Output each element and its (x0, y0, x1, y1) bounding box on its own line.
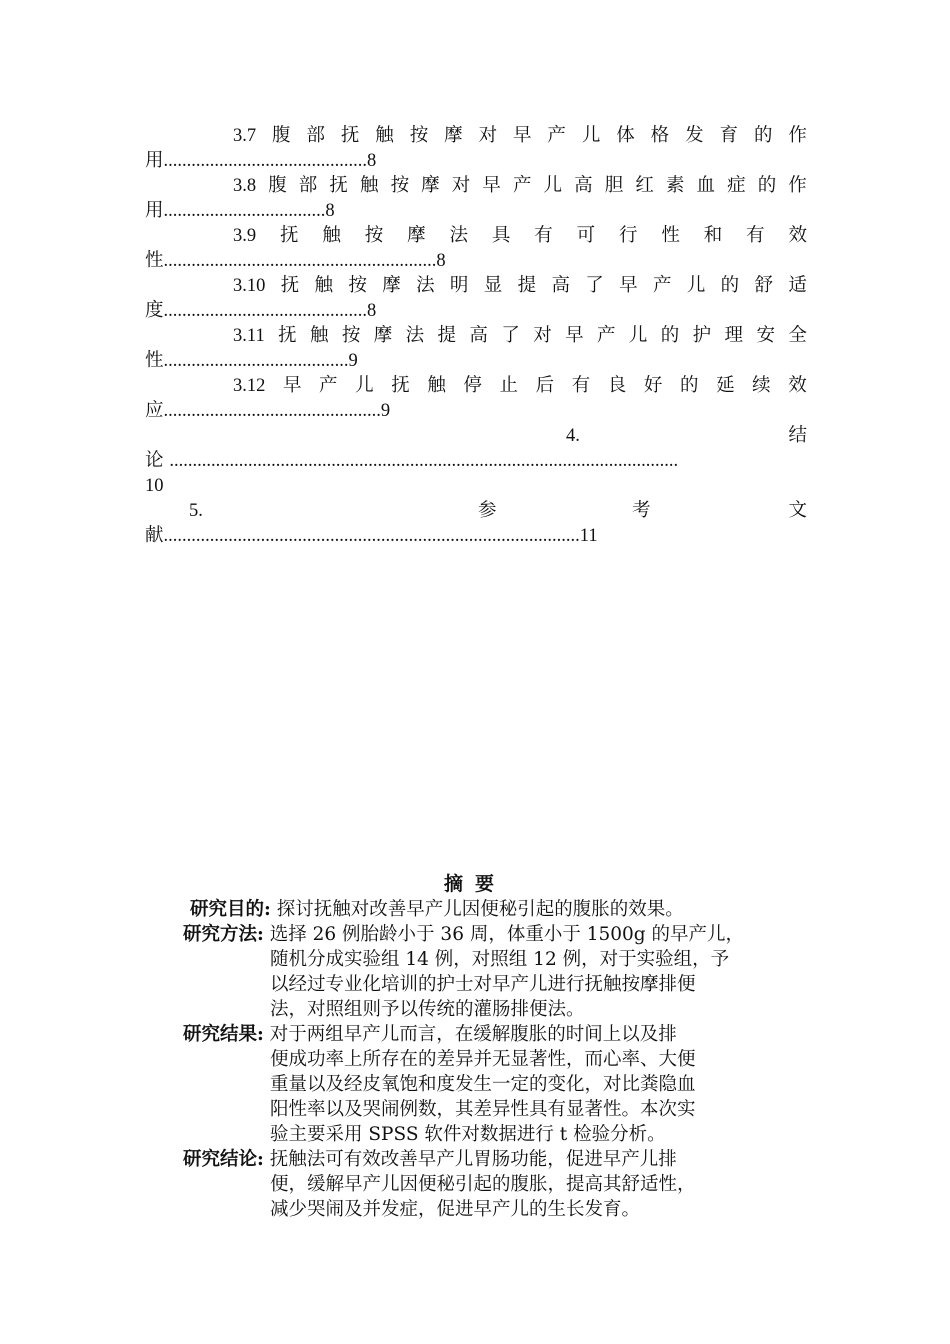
toc-entry-title-char: 血 (696, 175, 716, 196)
conclusion-line: 减少哭闹及并发症，促进早产儿的生长发育。 (270, 1199, 641, 1220)
toc-entry-title-char: 了 (585, 275, 604, 296)
toc-entry-title-char: 按 (341, 325, 361, 346)
abstract-title: 摘要 (443, 873, 506, 895)
toc-entry-title-char: 早 (619, 275, 638, 296)
result-line: 阳性率以及哭闹例数，其差异性具有显著性。本次实 (270, 1099, 696, 1120)
toc-entry-leader[interactable] (145, 399, 807, 423)
toc-entry-title-char: 作 (788, 125, 807, 146)
toc-entry-title-char: 的 (660, 325, 680, 346)
toc-page-number: 10 (145, 476, 164, 496)
abstract-result-label-row (183, 1022, 677, 1048)
toc-entry-title-char: 产 (319, 375, 338, 396)
toc-page-number: 8 (367, 151, 377, 171)
toc-entry-title-char: 理 (724, 325, 744, 346)
toc-entry-number: 3.12 (233, 376, 266, 396)
result-line: 验主要采用 SPSS 软件对数据进行 t 检验分析。 (270, 1124, 666, 1145)
toc-entry-title-char: 产 (652, 275, 672, 296)
toc-entry-title-char: 胆 (604, 175, 624, 196)
toc-entry-title-char: 早 (512, 125, 532, 146)
method-line: 以经过专业化培训的护士对早产儿进行抚触按摩排便 (270, 974, 696, 995)
toc-entry-heading[interactable] (233, 224, 807, 248)
toc-entry-title-char: 后 (535, 375, 555, 396)
toc-entry-number: 4. (566, 426, 580, 446)
toc-entry-tail: 度 (145, 300, 164, 321)
toc-entry-title-char: 触 (359, 175, 379, 196)
toc-entry-title-char: 高 (551, 275, 570, 296)
toc-entry-title-char: 效 (788, 375, 807, 396)
toc-entry-heading[interactable] (233, 274, 807, 298)
toc-entry-leader[interactable] (145, 449, 807, 473)
toc-entry-title-char: 作 (788, 175, 807, 196)
toc-page-number: 11 (579, 526, 598, 546)
toc-entry-title-char: 对 (451, 175, 471, 196)
toc-entry-heading[interactable] (233, 324, 807, 348)
abstract-purpose (190, 897, 684, 923)
toc-entry-tail: 性 (145, 250, 164, 271)
result-label: 研究结果: (183, 1024, 264, 1045)
toc-entry-title-char: 的 (757, 175, 777, 196)
toc-entry-title-char: 儿 (628, 325, 648, 346)
result-line: 对于两组早产儿而言，在缓解腹胀的时间上以及排 (269, 1024, 677, 1045)
purpose-text: 探讨抚触对改善早产儿因便秘引起的腹胀的效果。 (276, 899, 684, 920)
toc-leader-dots: .......................................................................................... (163, 526, 580, 546)
toc-entry-heading[interactable] (233, 174, 807, 198)
toc-entry-leader[interactable] (145, 349, 807, 373)
toc-entry-title-char: 儿 (686, 275, 706, 296)
toc-entry-title-char: 性 (661, 225, 680, 246)
toc-entry-title-char: 摩 (421, 175, 440, 196)
toc-entry-title-char: 抚 (340, 125, 360, 146)
toc-entry-tail: 献 (145, 525, 164, 546)
toc-leader-dots: ........................................ (163, 351, 349, 371)
toc-entry-title-char: 止 (499, 375, 519, 396)
result-line: 便成功率上所存在的差异并无显著性，而心率、大便 (270, 1049, 696, 1070)
toc-entry-title-char: 按 (390, 175, 410, 196)
toc-entry-title-char: 红 (635, 175, 654, 196)
toc-entry-number: 3.9 (233, 226, 257, 246)
toc-entry-title-char: 部 (306, 125, 325, 146)
toc-entry-title-char: 好 (643, 375, 663, 396)
toc-entry-title-char: 腹 (268, 175, 287, 196)
toc-entry-title-char: 抚 (279, 225, 299, 246)
toc-entry-title-char: 摩 (407, 225, 426, 246)
toc-entry-title-char: 早 (482, 175, 501, 196)
toc-leader-dots: ................................... (163, 201, 326, 221)
toc-entry-title-char: 儿 (581, 125, 601, 146)
abstract-method-label-row (183, 922, 744, 948)
toc-page-number: 8 (367, 301, 377, 321)
method-line: 法，对照组则予以传统的灌肠排便法。 (270, 999, 585, 1020)
purpose-label: 研究目的: (190, 899, 271, 920)
toc-entry-title-char: 适 (788, 275, 807, 296)
toc-entry-title-char: 明 (449, 275, 469, 296)
method-label: 研究方法: (183, 924, 264, 945)
toc-entry-title-char: 抚 (280, 275, 300, 296)
toc-entry-number: 3.8 (233, 176, 257, 196)
toc-entry-number: 5. (189, 501, 203, 521)
toc-entry-title-char: 腹 (272, 125, 291, 146)
toc-entry-title-char: 产 (547, 125, 566, 146)
toc-entry-tail: 用 (145, 150, 164, 171)
toc-entry-title-char: 产 (512, 175, 532, 196)
toc-entry-title-char: 育 (719, 125, 739, 146)
toc-entry-title-char: 了 (501, 325, 520, 346)
method-line: 随机分成实验组 14 例，对照组 12 例，对于实验组，予 (270, 949, 730, 970)
toc-entry-tail: 性 (145, 350, 164, 371)
toc-entry-title-char: 按 (364, 225, 384, 246)
toc-entry-title-char: 文 (788, 500, 807, 521)
toc-entry-title-char: 续 (752, 375, 771, 396)
toc-entry-title-char: 可 (576, 225, 596, 246)
toc-entry-leader[interactable] (145, 149, 807, 173)
toc-entry-title-char: 效 (788, 225, 807, 246)
toc-entry-number: 3.11 (233, 326, 265, 346)
toc-entry-title-char: 法 (405, 325, 425, 346)
toc-entry-title-char: 儿 (543, 175, 563, 196)
toc-entry-leader[interactable] (145, 199, 807, 223)
toc-entry-title-char: 的 (679, 375, 699, 396)
toc-page-number: 9 (380, 401, 391, 421)
toc-entry-heading[interactable] (145, 499, 807, 523)
toc-entry-title-char: 显 (483, 275, 503, 296)
toc-page-number: 8 (325, 201, 335, 221)
toc-entry-title-char: 抚 (278, 325, 297, 346)
toc-entry-title-char: 护 (692, 325, 712, 346)
toc-entry-title-char: 停 (463, 375, 482, 396)
toc-entry-title-char: 对 (478, 125, 498, 146)
toc-entry-heading[interactable] (145, 424, 807, 448)
toc-entry-title-char: 摩 (444, 125, 463, 146)
toc-leader-dots: .............................................................................................................. (169, 451, 679, 471)
toc-entry-title-char: 体 (616, 125, 635, 146)
toc-entry-title-char: 安 (756, 325, 775, 346)
toc-entry-title-char: 延 (716, 375, 735, 396)
toc-entry-title-char: 高 (469, 325, 488, 346)
toc-entry-title-char: 的 (753, 125, 773, 146)
toc-entry-tail: 用 (145, 200, 164, 221)
toc-entry-title-char: 触 (427, 375, 446, 396)
toc-entry-title-char: 和 (703, 225, 723, 246)
toc-entry-title-char: 有 (571, 375, 591, 396)
toc-entry-title-char: 症 (727, 175, 746, 196)
toc-entry-title-char: 行 (618, 225, 638, 246)
toc-entry-title-char: 素 (665, 175, 685, 196)
toc-entry-title-char: 参 (478, 500, 497, 521)
toc-entry-title-char: 具 (491, 225, 511, 246)
abstract-conclusion-label-row (183, 1147, 677, 1173)
toc-entry-title-char: 有 (746, 225, 765, 246)
toc-entry-title-char: 舒 (754, 275, 774, 296)
toc-entry-title-char: 全 (788, 325, 807, 346)
toc-entry-title-char: 早 (282, 375, 302, 396)
toc-leader-dots: ............................................ (163, 301, 368, 321)
toc-leader-dots: ............................................... (163, 401, 381, 421)
toc-entry-title-char: 结 (788, 425, 807, 446)
toc-entry-title-char: 儿 (355, 375, 374, 396)
result-line: 重量以及经皮氧饱和度发生一定的变化，对比粪隐血 (270, 1074, 696, 1095)
toc-entry-title-char: 部 (298, 175, 318, 196)
toc-entry-tail: 论 (145, 450, 164, 471)
toc-entry-title-char: 的 (720, 275, 740, 296)
toc-entry-title-char: 触 (322, 225, 341, 246)
toc-entry-title-char: 高 (574, 175, 593, 196)
toc-entry-title-char: 摩 (373, 325, 393, 346)
toc-entry-title-char: 法 (449, 225, 468, 246)
toc-entry-title-char: 对 (533, 325, 552, 346)
toc-entry-title-char: 摩 (382, 275, 401, 296)
toc-entry-heading[interactable] (233, 124, 807, 148)
toc-entry-title-char: 提 (517, 275, 537, 296)
toc-entry-tail: 应 (145, 400, 164, 421)
toc-entry-title-char: 触 (375, 125, 394, 146)
toc-entry-number: 3.7 (233, 126, 257, 146)
toc-entry-title-char: 法 (416, 275, 435, 296)
toc-entry-title-char: 提 (437, 325, 457, 346)
conclusion-line: 抚触法可有效改善早产儿胃肠功能，促进早产儿排 (269, 1149, 677, 1170)
toc-entry-leader[interactable] (145, 299, 807, 323)
method-line: 选择 26 例胎龄小于 36 周，体重小于 1500g 的早产儿， (269, 924, 745, 945)
toc-entry-title-char: 按 (348, 275, 367, 296)
toc-entry-title-char: 触 (309, 325, 329, 346)
toc-entry-title-char: 发 (685, 125, 704, 146)
toc-entry-leader[interactable] (145, 249, 807, 273)
toc-entry-number: 3.10 (233, 276, 266, 296)
toc-entry-title-char: 格 (650, 125, 670, 146)
conclusion-label: 研究结论: (183, 1149, 264, 1170)
toc-entry-title-char: 有 (534, 225, 553, 246)
toc-page-number: 8 (436, 251, 446, 271)
toc-entry-heading[interactable] (233, 374, 807, 398)
toc-page-number: 9 (348, 351, 358, 371)
conclusion-line: 便，缓解早产儿因便秘引起的腹胀，提高其舒适性， (270, 1174, 696, 1195)
toc-entry-title-char: 早 (565, 325, 584, 346)
toc-entry-title-char: 触 (314, 275, 334, 296)
toc-leader-dots: ........................................................... (163, 251, 437, 271)
toc-entry-title-char: 抚 (391, 375, 410, 396)
toc-entry-title-char: 产 (596, 325, 616, 346)
toc-entry-title-char: 良 (607, 375, 627, 396)
toc-entry-title-char: 按 (409, 125, 429, 146)
toc-entry-title-char: 考 (632, 500, 651, 521)
toc-leader-dots: ............................................ (163, 151, 368, 171)
toc-entry-title-char: 抚 (329, 175, 348, 196)
toc-entry-leader[interactable] (145, 524, 807, 548)
